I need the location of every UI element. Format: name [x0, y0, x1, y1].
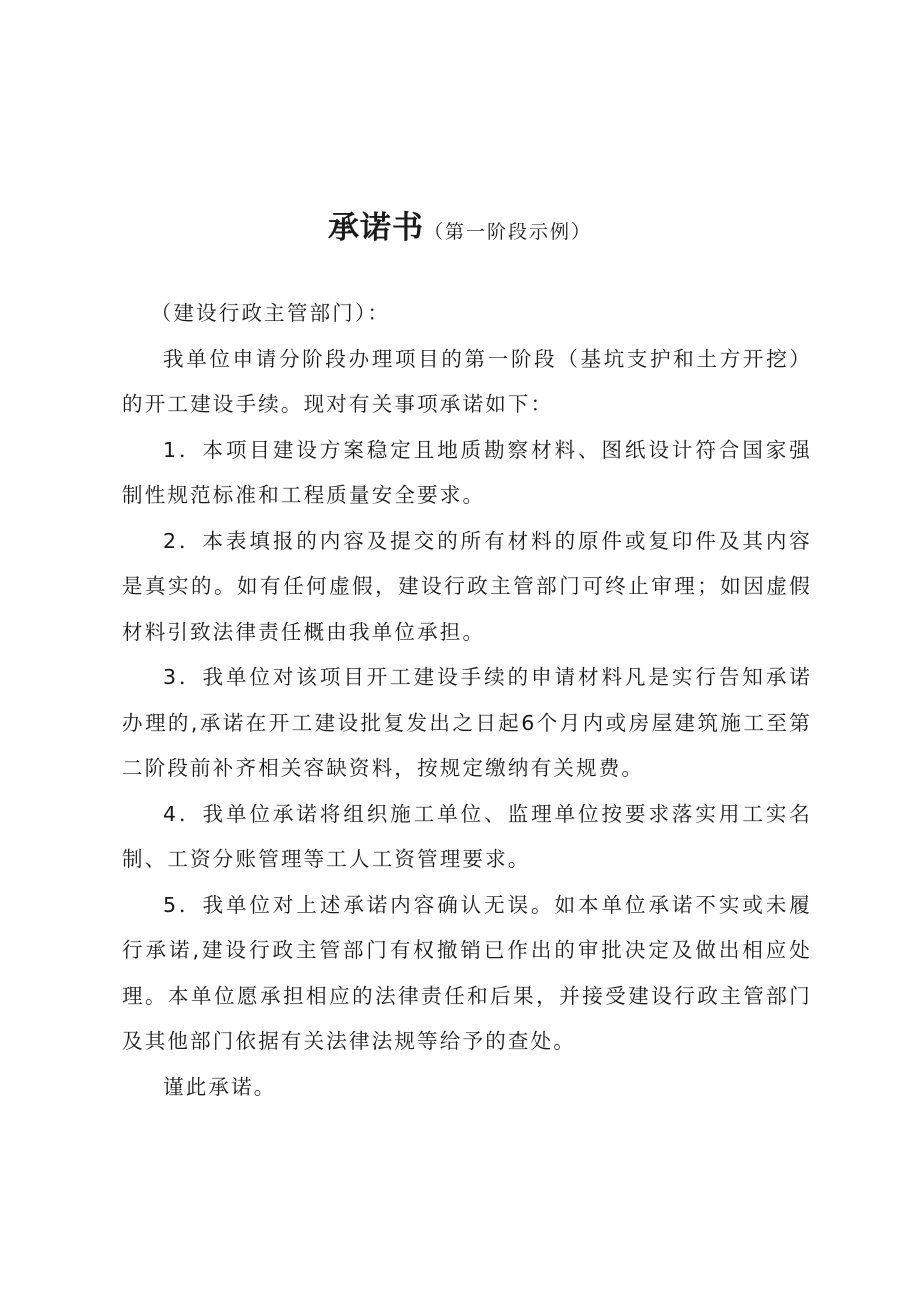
commitment-item-4: 4．我单位承诺将组织施工单位、监理单位按要求落实用工实名制、工资分账管理等工人工资管理要求。 [122, 801, 812, 871]
commitment-item-1: 1．本项目建设方案稳定且地质勘察材料、图纸设计符合国家强制性规范标准和工程质量安全要求。 [122, 437, 812, 507]
commitment-item-5: 5．我单位对上述承诺内容确认无误。如本单位承诺不实或未履行承诺,建设行政主管部门有权撤销已作出的审批决定及做出相应处理。本单位愿承担相应的法律责任和后果，并接受建设行政主管部门及其他部门依据有关法律法规等给予的查处。 [122, 892, 812, 1053]
closing-line: 谨此承诺。 [163, 1074, 277, 1099]
intro-paragraph: 我单位申请分阶段办理项目的第一阶段（基坑支护和土方开挖）的开工建设手续。现对有关事项承诺如下： [122, 346, 812, 416]
addressee-line: （建设行政主管部门）： [150, 301, 391, 325]
title-main: 承诺书 [327, 210, 424, 246]
commitment-item-3: 3．我单位对该项目开工建设手续的申请材料凡是实行告知承诺办理的,承诺在开工建设批复发出之日起6个月内或房屋建筑施工至第二阶段前补齐相关容缺资料，按规定缴纳有关规费。 [122, 665, 812, 780]
document-body [122, 291, 812, 1110]
document-title [0, 198, 920, 263]
title-subtitle: （第一阶段示例） [423, 221, 592, 243]
commitment-item-2: 2．本表填报的内容及提交的所有材料的原件或复印件及其内容是真实的。如有任何虚假，建设行政主管部门可终止审理；如因虚假材料引致法律责任概由我单位承担。 [122, 528, 812, 644]
